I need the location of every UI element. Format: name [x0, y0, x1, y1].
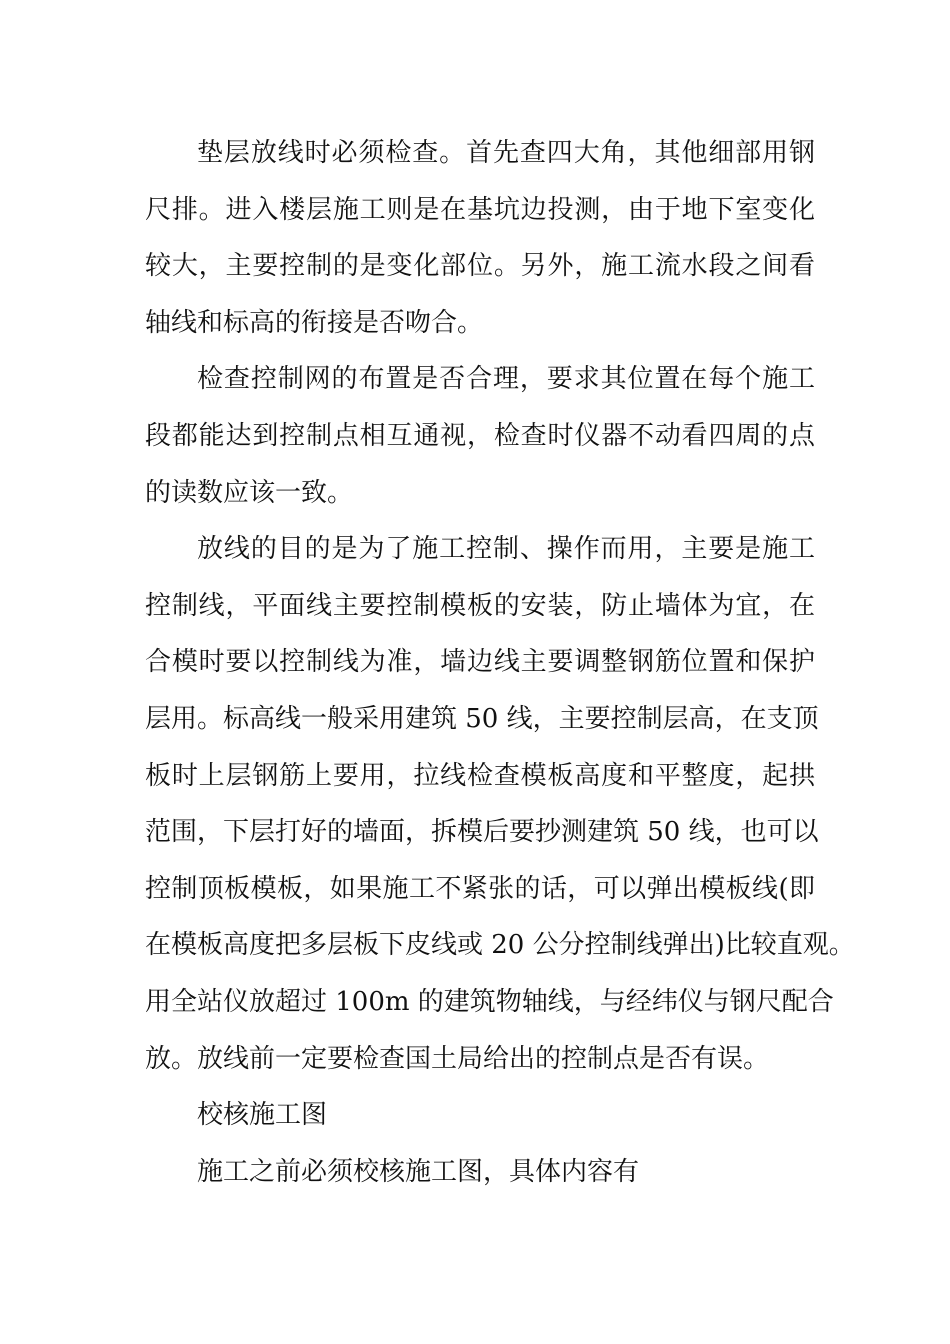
paragraph-line: 控制顶板模板，如果施工不紧张的话，可以弹出模板线(即 — [145, 873, 815, 904]
paragraph-line: 板时上层钢筋上要用，拉线检查模板高度和平整度，起拱 — [145, 760, 815, 791]
paragraph-line: 检查控制网的布置是否合理，要求其位置在每个施工 — [197, 364, 815, 395]
paragraph-line: 放。放线前一定要检查国土局给出的控制点是否有误。 — [145, 1043, 770, 1074]
paragraph-line: 层用。标高线一般采用建筑 50 线，主要控制层高，在支顶 — [145, 703, 819, 734]
paragraph-line: 轴线和标高的衔接是否吻合。 — [145, 307, 484, 338]
section-heading — [145, 1087, 815, 1144]
paragraph-line: 控制线，平面线主要控制模板的安装，防止墙体为宜，在 — [145, 590, 815, 621]
paragraph-line: 合模时要以控制线为准，墙边线主要调整钢筋位置和保护 — [145, 647, 815, 678]
paragraph-line: 施工之前必须校核施工图，具体内容有 — [197, 1156, 640, 1187]
paragraph-line: 的读数应该一致。 — [145, 477, 354, 508]
paragraph-line: 垫层放线时必须检查。首先查四大角，其他细部用钢 — [197, 138, 815, 168]
paragraph-line: 在模板高度把多层板下皮线或 20 公分控制线弹出)比较直观。 — [145, 930, 855, 961]
paragraph-line: 用全站仪放超过 100m 的建筑物轴线，与经纬仪与钢尺配合 — [145, 986, 834, 1017]
paragraph-4 — [145, 1144, 815, 1201]
paragraph-line: 尺排。进入楼层施工则是在基坑边投测，由于地下室变化 — [145, 194, 815, 225]
document-body — [145, 125, 855, 1200]
paragraph-line: 段都能达到控制点相互通视，检查时仪器不动看四周的点 — [145, 420, 815, 451]
paragraph-line: 放线的目的是为了施工控制、操作而用，主要是施工 — [197, 534, 815, 565]
paragraph-1 — [145, 125, 815, 351]
paragraph-2 — [145, 351, 815, 521]
paragraph-3 — [145, 521, 855, 1087]
paragraph-line: 范围，下层打好的墙面，拆模后要抄测建筑 50 线，也可以 — [145, 817, 819, 848]
paragraph-line: 较大，主要控制的是变化部位。另外，施工流水段之间看 — [145, 251, 815, 282]
heading-line: 校核施工图 — [197, 1100, 328, 1131]
